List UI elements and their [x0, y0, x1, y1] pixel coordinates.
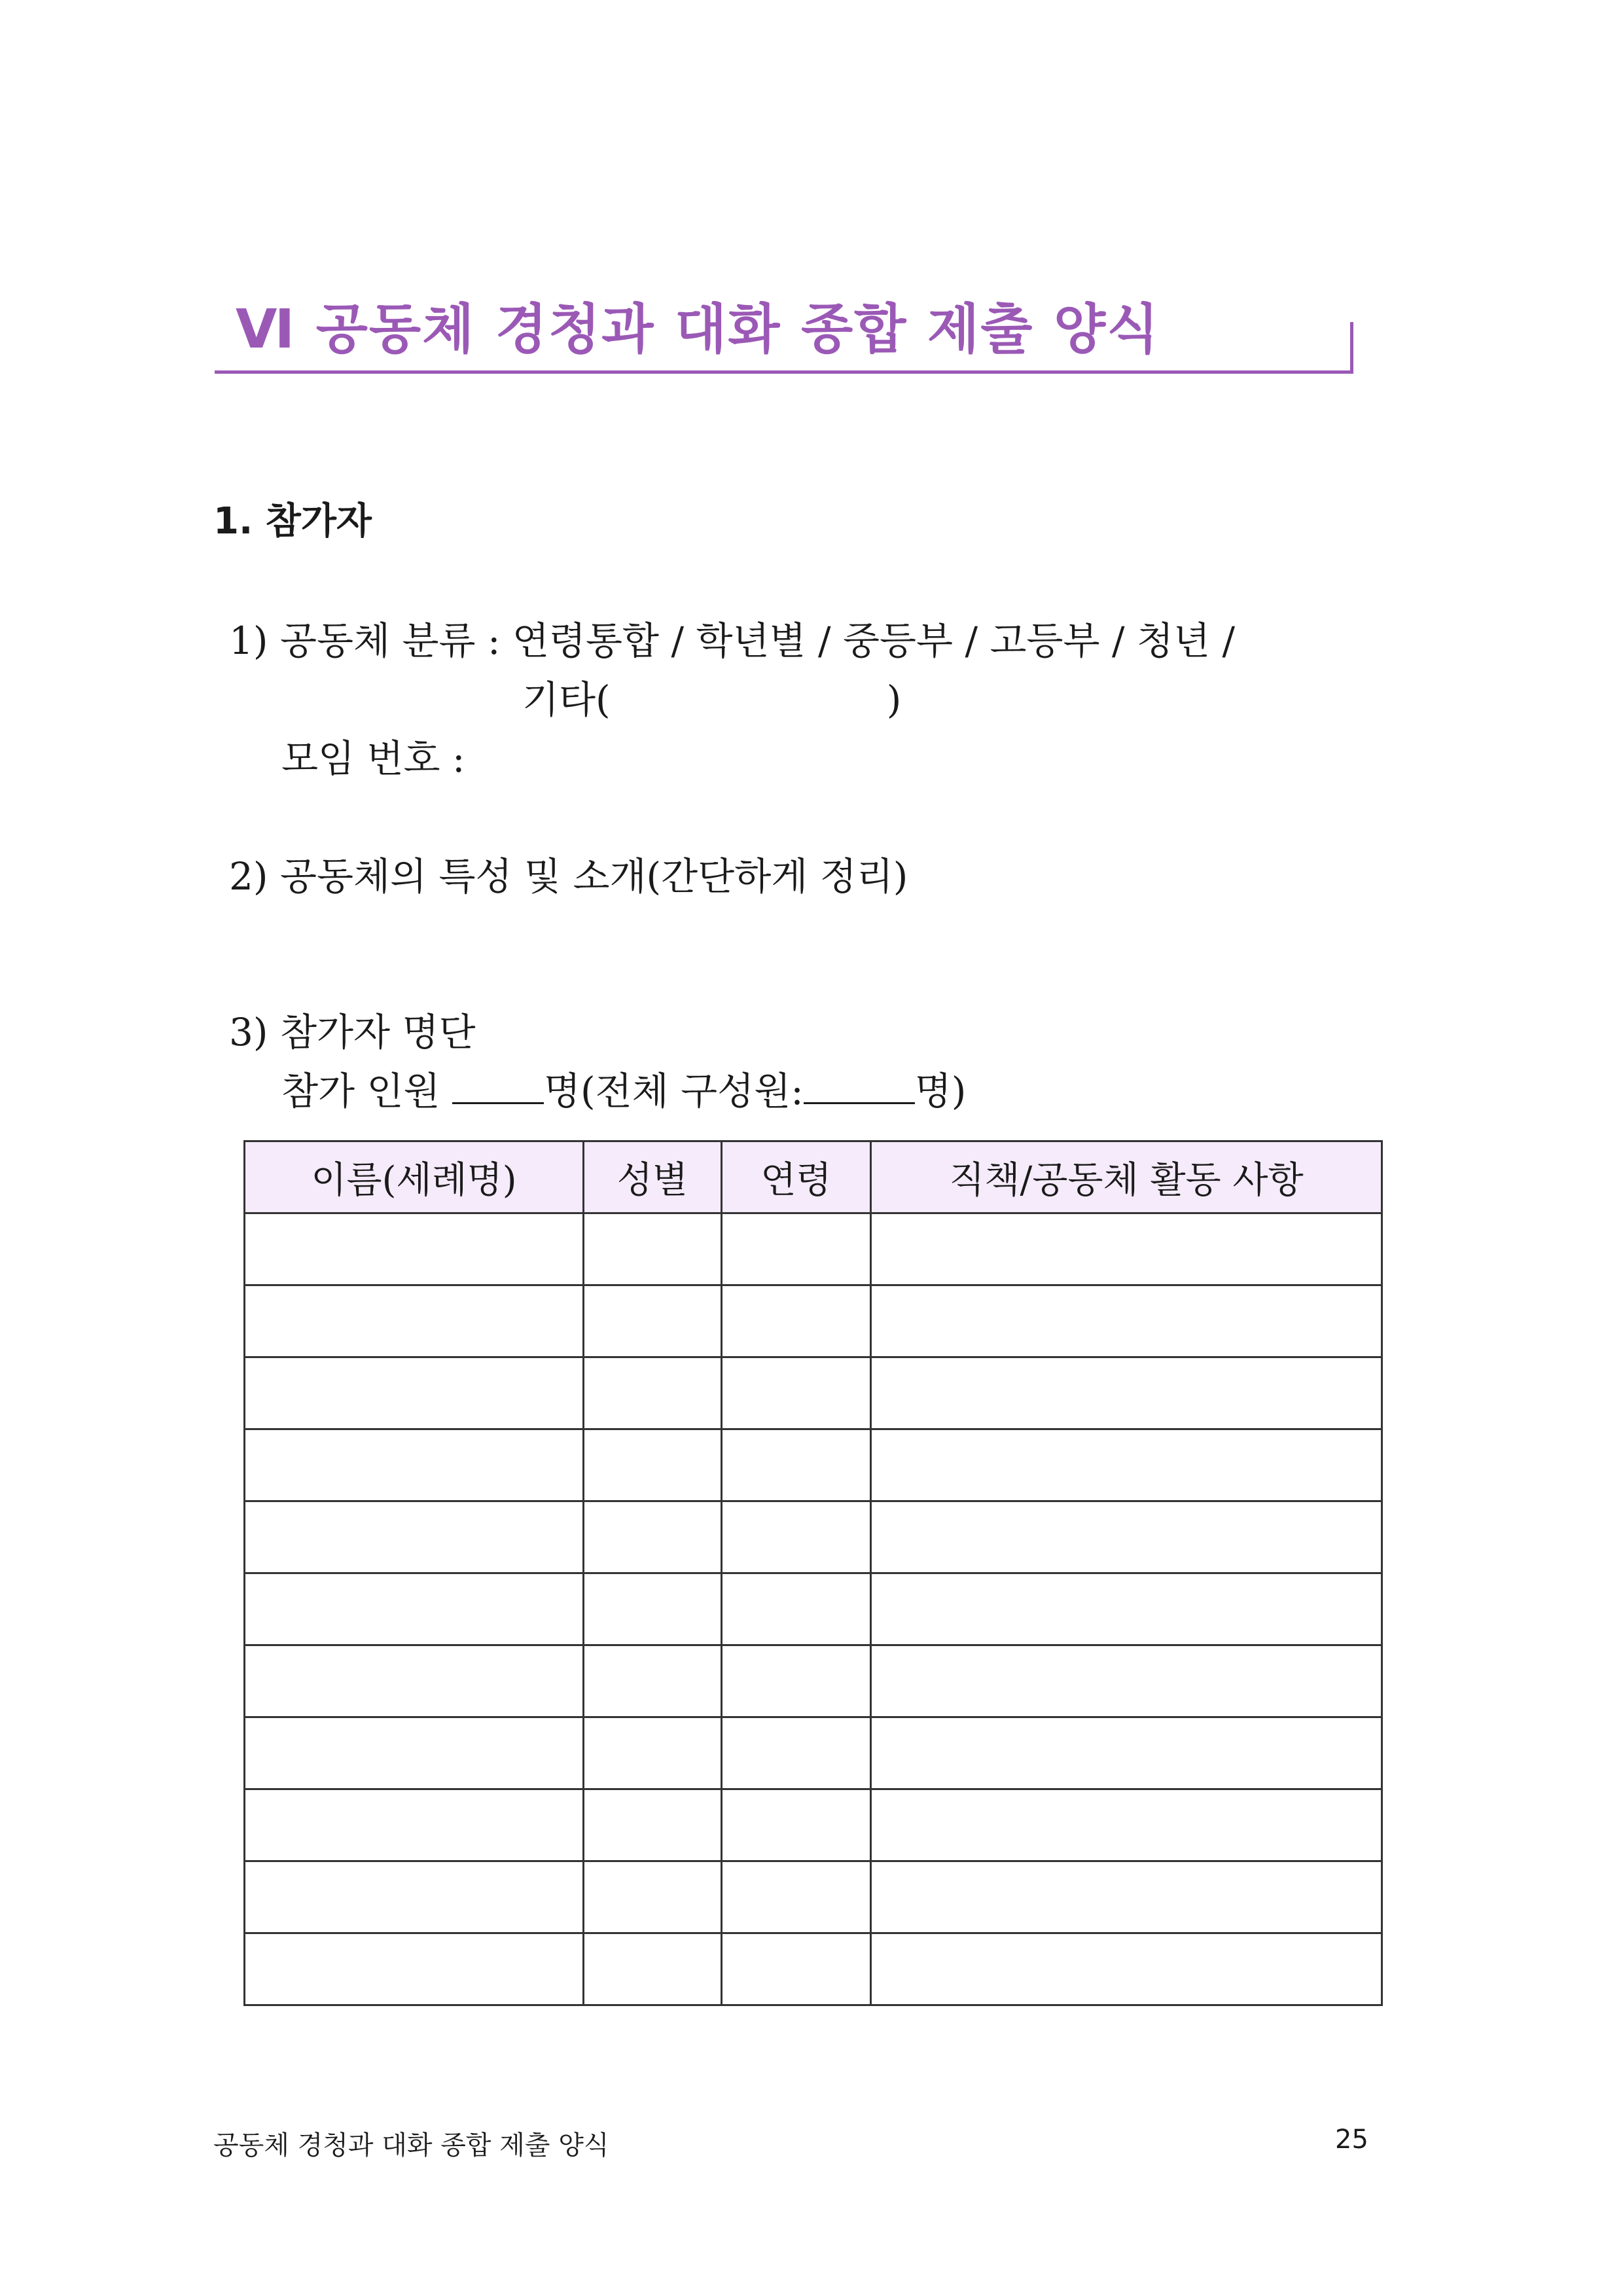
table-header-row — [245, 1141, 1382, 1213]
cell-gender[interactable] — [584, 1573, 722, 1645]
total-members-blank[interactable] — [804, 1068, 915, 1104]
table-row — [245, 1429, 1382, 1501]
table-row — [245, 1789, 1382, 1861]
cell-gender[interactable] — [584, 1789, 722, 1861]
cell-name[interactable] — [245, 1357, 584, 1429]
cell-gender[interactable] — [584, 1861, 722, 1933]
cell-role[interactable] — [871, 1501, 1382, 1573]
page-number: 25 — [1335, 2125, 1368, 2155]
table-row — [245, 1213, 1382, 1285]
cell-age[interactable] — [722, 1357, 871, 1429]
cell-name[interactable] — [245, 1861, 584, 1933]
cell-gender[interactable] — [584, 1717, 722, 1789]
chapter-numeral: Ⅵ — [236, 298, 296, 361]
header-role: 직책/공동체 활동 사항 — [871, 1141, 1382, 1213]
meeting-number-label: 모임 번호 : — [281, 736, 465, 781]
cell-age[interactable] — [722, 1645, 871, 1717]
cell-name[interactable] — [245, 1429, 584, 1501]
cell-name[interactable] — [245, 1717, 584, 1789]
header-age: 연령 — [722, 1141, 871, 1213]
cell-name[interactable] — [245, 1285, 584, 1357]
cell-role[interactable] — [871, 1645, 1382, 1717]
cell-name[interactable] — [245, 1213, 584, 1285]
cell-name[interactable] — [245, 1933, 584, 2005]
community-category-label: 1) 공동체 분류 : — [229, 619, 501, 663]
meeting-number-line — [281, 728, 465, 783]
chapter-rule-tick — [1350, 322, 1353, 374]
header-name: 이름(세례명) — [245, 1141, 584, 1213]
section-heading: 1. 참가자 — [213, 500, 372, 543]
participant-list-line — [229, 1001, 476, 1056]
chapter-title-text: 공동체 경청과 대화 종합 제출 양식 — [315, 298, 1160, 361]
cell-gender[interactable] — [584, 1429, 722, 1501]
cell-age[interactable] — [722, 1933, 871, 2005]
cell-name[interactable] — [245, 1573, 584, 1645]
cell-age[interactable] — [722, 1285, 871, 1357]
other-close: ) — [886, 677, 902, 722]
cell-role[interactable] — [871, 1573, 1382, 1645]
participant-list-label: 3) 참가자 명단 — [229, 1010, 476, 1054]
cell-role[interactable] — [871, 1861, 1382, 1933]
participant-count-blank[interactable] — [452, 1068, 544, 1104]
cell-role[interactable] — [871, 1357, 1382, 1429]
cell-role[interactable] — [871, 1717, 1382, 1789]
community-category-line — [229, 610, 1235, 665]
community-intro-line — [229, 846, 908, 901]
cell-role[interactable] — [871, 1933, 1382, 2005]
cell-age[interactable] — [722, 1717, 871, 1789]
chapter-title — [236, 287, 1160, 363]
cell-role[interactable] — [871, 1213, 1382, 1285]
cell-gender[interactable] — [584, 1285, 722, 1357]
table-row — [245, 1285, 1382, 1357]
cell-age[interactable] — [722, 1789, 871, 1861]
table-row — [245, 1501, 1382, 1573]
cell-gender[interactable] — [584, 1645, 722, 1717]
table-row — [245, 1645, 1382, 1717]
cell-age[interactable] — [722, 1861, 871, 1933]
header-gender: 성별 — [584, 1141, 722, 1213]
cell-age[interactable] — [722, 1501, 871, 1573]
participant-count-prefix: 참가 인원 — [281, 1069, 440, 1113]
cell-gender[interactable] — [584, 1213, 722, 1285]
participant-table — [243, 1140, 1383, 2006]
cell-role[interactable] — [871, 1429, 1382, 1501]
footer-title: 공동체 경청과 대화 종합 제출 양식 — [213, 2130, 609, 2161]
cell-role[interactable] — [871, 1285, 1382, 1357]
community-intro-label: 2) 공동체의 특성 및 소개(간단하게 정리) — [229, 854, 908, 899]
cell-gender[interactable] — [584, 1933, 722, 2005]
table-row — [245, 1717, 1382, 1789]
cell-gender[interactable] — [584, 1357, 722, 1429]
other-open: 기타( — [522, 677, 611, 722]
cell-gender[interactable] — [584, 1501, 722, 1573]
cell-age[interactable] — [722, 1573, 871, 1645]
community-category-other-line — [522, 669, 901, 724]
cell-name[interactable] — [245, 1645, 584, 1717]
community-category-options: 연령통합 / 학년별 / 중등부 / 고등부 / 청년 / — [512, 619, 1236, 663]
cell-age[interactable] — [722, 1213, 871, 1285]
cell-name[interactable] — [245, 1789, 584, 1861]
cell-name[interactable] — [245, 1501, 584, 1573]
participant-count-line — [281, 1060, 966, 1115]
table-row — [245, 1933, 1382, 2005]
participant-count-mid: 명(전체 구성원: — [544, 1069, 804, 1113]
participant-count-suffix: 명) — [914, 1069, 967, 1113]
table-row — [245, 1357, 1382, 1429]
cell-age[interactable] — [722, 1429, 871, 1501]
chapter-rule — [215, 370, 1353, 374]
cell-role[interactable] — [871, 1789, 1382, 1861]
table-row — [245, 1861, 1382, 1933]
table-row — [245, 1573, 1382, 1645]
